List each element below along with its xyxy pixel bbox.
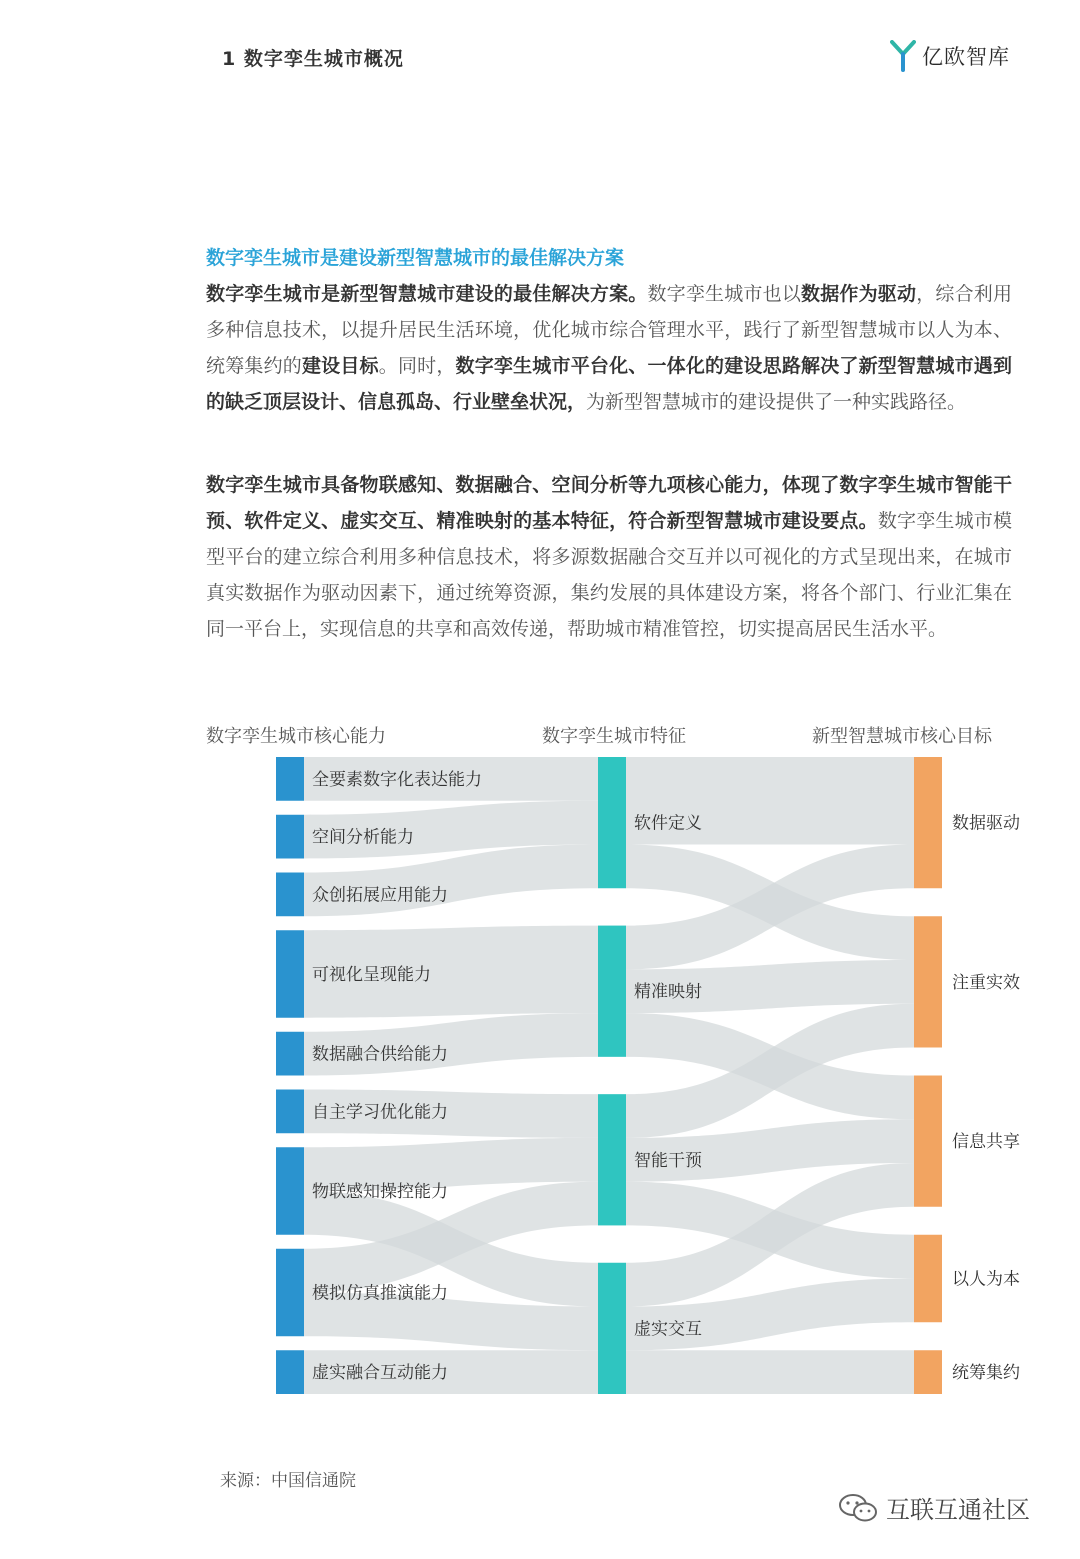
brand-name: 亿欧智库 [922, 45, 1010, 69]
goal-node-label: 注重实效 [952, 972, 1020, 993]
paragraph-1-run: 数字孪生城市平台化、一体化的建设思路解决了新型智慧城市遇到的缺乏顶层设计、信息孤岛、行业壁垒状况， [206, 355, 1012, 413]
paragraph-1-run: ，综合利用多种信息技术，以提升居民生活环境，优化城市综合管理水平，践行了新型智慧城市以人为本、统筹集约的 [206, 283, 1012, 377]
goal-node-label: 以人为本 [952, 1269, 1020, 1290]
goal-node-bar [914, 1235, 942, 1323]
watermark [838, 1490, 1030, 1525]
goal-node-bar [914, 1350, 942, 1394]
capability-node-label: 可视化呈现能力 [312, 965, 431, 985]
capability-node-label: 物联感知操控能力 [312, 1182, 448, 1202]
column-title-features: 数字孪生城市特征 [542, 726, 686, 747]
paragraph-1-run: 建设目标 [301, 355, 379, 377]
column-title-goals: 新型智慧城市核心目标 [812, 726, 992, 747]
feature-node-bar [598, 926, 626, 1057]
capability-node-label: 自主学习优化能力 [312, 1102, 448, 1123]
capability-node-label: 空间分析能力 [312, 827, 414, 848]
goal-node-bar [914, 1076, 942, 1207]
capability-node-bar [276, 1350, 304, 1394]
feature-node-label: 虚实交互 [634, 1319, 702, 1340]
paragraph-1-run: 数据作为驱动 [801, 283, 917, 305]
capability-node-bar [276, 873, 304, 917]
paragraph-1-run: 为新型智慧城市的建设提供了一种实践路径。 [586, 391, 967, 413]
goal-node-label: 数据驱动 [952, 813, 1020, 834]
capability-node-bar [276, 930, 304, 1018]
capability-node-label: 全要素数字化表达能力 [312, 769, 482, 790]
goal-node-label: 统筹集约 [952, 1363, 1020, 1384]
paragraph-1-run: 。同时， [378, 355, 456, 377]
feature-node-bar [598, 1263, 626, 1394]
watermark-text: 互联互通社区 [886, 1496, 1030, 1524]
capability-node-bar [276, 757, 304, 801]
feature-node-label: 智能干预 [634, 1150, 702, 1171]
paragraph-1-run: 数字孪生城市是新型智慧城市建设的最佳解决方案。 [206, 283, 648, 305]
feature-node-label: 软件定义 [634, 813, 702, 834]
goal-node-label: 信息共享 [952, 1132, 1020, 1153]
chapter-title: 1 数字孪生城市概况 [222, 48, 404, 70]
capability-node-label: 众创拓展应用能力 [312, 885, 448, 906]
section-heading: 数字孪生城市是建设新型智慧城市的最佳解决方案 [206, 247, 625, 269]
capability-node-label: 模拟仿真推演能力 [312, 1283, 448, 1304]
wechat-icon [838, 1492, 878, 1524]
sankey-link [626, 1350, 914, 1394]
paragraph-2-run: 数字孪生城市具备物联感知、数据融合、空间分析等九项核心能力，体现了数字孪生城市智能干预、软件定义、虚实交互、精准映射的基本特征，符合新型智慧城市建设要点。 [206, 474, 1012, 532]
capability-node-bar [276, 1147, 304, 1235]
paragraph-1-run: 数字孪生城市也以 [647, 283, 802, 305]
capability-node-bar [276, 815, 304, 859]
paragraph-2-run: 数字孪生城市模型平台的建立综合利用多种信息技术，将多源数据融合交互并以可视化的方式呈现出来，在城市真实数据作为驱动因素下，通过统筹资源，集约发展的具体建设方案，将各个部门、行业汇集在同一平台上，实现信息的共享和高效传递，帮助城市精准管控，切实提高居民生活水平。 [206, 510, 1012, 640]
feature-node-label: 精准映射 [634, 982, 702, 1003]
capability-node-label: 数据融合供给能力 [312, 1044, 448, 1065]
feature-node-bar [598, 1094, 626, 1225]
capability-node-label: 虚实融合互动能力 [312, 1363, 448, 1384]
column-title-capabilities: 数字孪生城市核心能力 [206, 726, 386, 747]
source-note: 来源：中国信通院 [220, 1471, 356, 1491]
capability-node-bar [276, 1090, 304, 1134]
goal-node-bar [914, 757, 942, 888]
goal-node-bar [914, 916, 942, 1047]
feature-node-bar [598, 757, 626, 888]
capability-node-bar [276, 1032, 304, 1076]
capability-node-bar [276, 1249, 304, 1337]
